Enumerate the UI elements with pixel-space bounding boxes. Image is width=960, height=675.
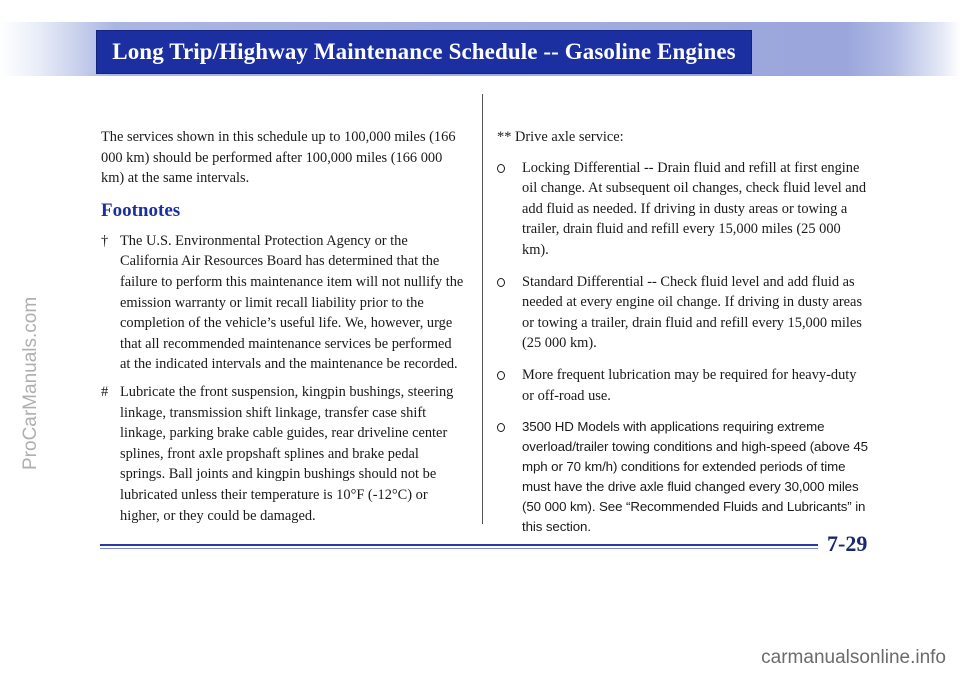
bullet-3500hd-models (497, 417, 869, 537)
page-title: Long Trip/Highway Maintenance Schedule -- Gasoline Engines (112, 39, 736, 64)
drive-axle-heading: ** Drive axle service: (497, 129, 624, 145)
left-column (101, 127, 465, 533)
footnote-dagger (101, 231, 465, 375)
bullet-text: Locking Differential -- Drain fluid and refill at first engine oil change. At subsequent oil changes, check fluid level and add fluid as needed. If driving in dusty areas or towing a trailer, drain fluid and refill every 15,000 miles (25 000 km). (522, 159, 867, 258)
bullet-text: 3500 HD Models with applications requiring extreme overload/trailer towing conditions and high-speed (above 45 mph or 70 km/h) conditions for extended periods of time must have the drive axle fluid changed every 30,000 miles (50 000 km). See “Recommended Fluids and Lubricants” in this section. (522, 419, 868, 535)
watermark-vertical: ProCarManuals.com (20, 296, 41, 470)
bullet-standard-differential (497, 272, 869, 354)
right-column (497, 127, 869, 548)
bullet-lubrication (497, 365, 869, 406)
page-number: 7-29 (827, 531, 868, 556)
footnote-hash (101, 382, 465, 526)
footnotes-heading: Footnotes (101, 199, 181, 221)
title-banner (96, 30, 752, 74)
bullet-text: More frequent lubrication may be required for heavy-duty or off-road use. (522, 366, 857, 404)
hash-mark: # (101, 383, 109, 400)
column-divider (482, 94, 483, 524)
bullet-circle-icon (497, 423, 505, 432)
footer-rule (100, 544, 818, 546)
footnote-dagger-text: The U.S. Environmental Protection Agency or the California Air Resources Board has determined that the failure to perform this maintenance item will not nullify the emission warranty or limit recall liability prior to the completion of the vehicle’s useful life. We, however, urge that all recommended maintenance services be performed at the indicated intervals and the maintenance be recorded. (120, 232, 464, 373)
bullet-circle-icon (497, 371, 505, 380)
bullet-text: Standard Differential -- Check fluid level and add fluid as needed at every engine oil change. If driving in dusty areas or towing a trailer, drain fluid and refill every 15,000 miles (25 000 km). (522, 273, 863, 352)
watermark-bottom: carmanualsonline.info (761, 647, 946, 668)
bullet-locking-differential (497, 158, 869, 261)
footnote-hash-text: Lubricate the front suspension, kingpin bushings, steering linkage, transmission shift linkage, transfer case shift linkage, parking brake cable guides, rear driveline center splines, front axle propshaft splines and brake pedal springs. Ball joints and kingpin bushings should not be lubricated unless their temperature is 10°F (-12°C) or higher, or they could be damaged. (120, 383, 454, 524)
bullet-circle-icon (497, 164, 505, 173)
dagger-mark: † (101, 232, 109, 249)
bullet-circle-icon (497, 278, 505, 287)
intro-paragraph: The services shown in this schedule up to 100,000 miles (166 000 km) should be performed after 100,000 miles (166 000 km) at the same intervals. (101, 129, 456, 187)
footer-rule-thin (100, 548, 818, 549)
